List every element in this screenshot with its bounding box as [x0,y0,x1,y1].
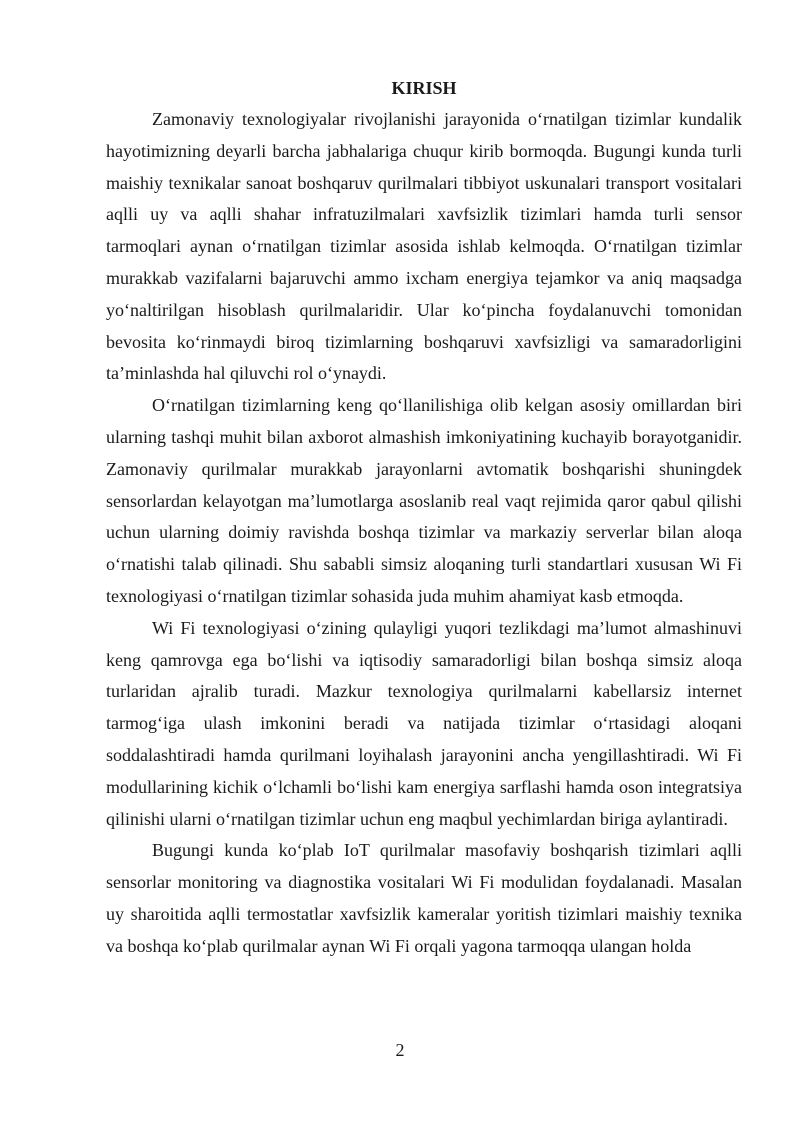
paragraph-3: Wi Fi texnologiyasi o‘zining qulayligi yuqori tezlikdagi ma’lumot almashinuvi keng qamrovga ega bo‘lishi va iqtisodiy samaradorligi bilan boshqa simsiz aloqa turlaridan ajralib turadi. Mazkur texnologiya qurilmalarni kabellarsiz internet tarmog‘iga ulash imkonini beradi va natijada tizimlar o‘rtasidagi aloqani soddalashtiradi hamda qurilmani loyihalash jarayonini ancha yengillashtiradi. Wi Fi modullarining kichik o‘lchamli bo‘lishi kam energiya sarflashi hamda oson integratsiya qilinishi ularni o‘rnatilgan tizimlar uchun eng maqbul yechimlardan biriga aylantiradi. [106,617,742,829]
page-number: 2 [395,1040,405,1060]
paragraph-4: Bugungi kunda ko‘plab IoT qurilmalar masofaviy boshqarish tizimlari aqlli sensorlar monitoring va diagnostika vositalari Wi Fi modulidan foydalanadi. Masalan uy sharoitida aqlli termostatlar xavfsizlik kameralar yoritish tizimlari maishiy texnika va boshqa ko‘plab qurilmalar aynan Wi Fi orqali yagona tarmoqqa ulangan holda [106,840,742,956]
section-title: KIRISH [391,78,457,98]
document-page [106,78,742,963]
paragraph-2: O‘rnatilgan tizimlarning keng qo‘llanilishiga olib kelgan asosiy omillardan biri ularning tashqi muhit bilan axborot almashish imkoniyatining kuchayib borayotganidir. Zamonaviy qurilmalar murakkab jarayonlarni avtomatik boshqarishi shuningdek sensorlardan kelayotgan ma’lumotlarga asoslanib real vaqt rejimida qaror qabul qilishi uchun ularning doimiy ravishda boshqa tizimlar va markaziy serverlar bilan aloqa o‘rnatishi talab qilinadi. Shu sababli simsiz aloqaning turli standartlari xususan Wi Fi texnologiyasi o‘rnatilgan tizimlar sohasida juda muhim ahamiyat kasb etmoqda. [106,395,742,606]
paragraph-1: Zamonaviy texnologiyalar rivojlanishi jarayonida o‘rnatilgan tizimlar kundalik hayotimizning deyarli barcha jabhalariga chuqur kirib bormoqda. Bugungi kunda turli maishiy texnikalar sanoat boshqaruv qurilmalari tibbiyot uskunalari transport vositalari aqlli uy va aqlli shahar infratuzilmalari xavfsizlik tizimlari hamda turli sensor tarmoqlari aynan o‘rnatilgan tizimlar asosida ishlab kelmoqda. O‘rnatilgan tizimlar murakkab vazifalarni bajaruvchi ammo ixcham energiya tejamkor va aniq maqsadga yo‘naltirilgan hisoblash qurilmalaridir. Ular ko‘pincha foydalanuvchi tomonidan bevosita ko‘rinmaydi biroq tizimlarning boshqaruvi xavfsizligi va samaradorligini ta’minlashda hal qiluvchi rol o‘ynaydi. [106,109,742,384]
